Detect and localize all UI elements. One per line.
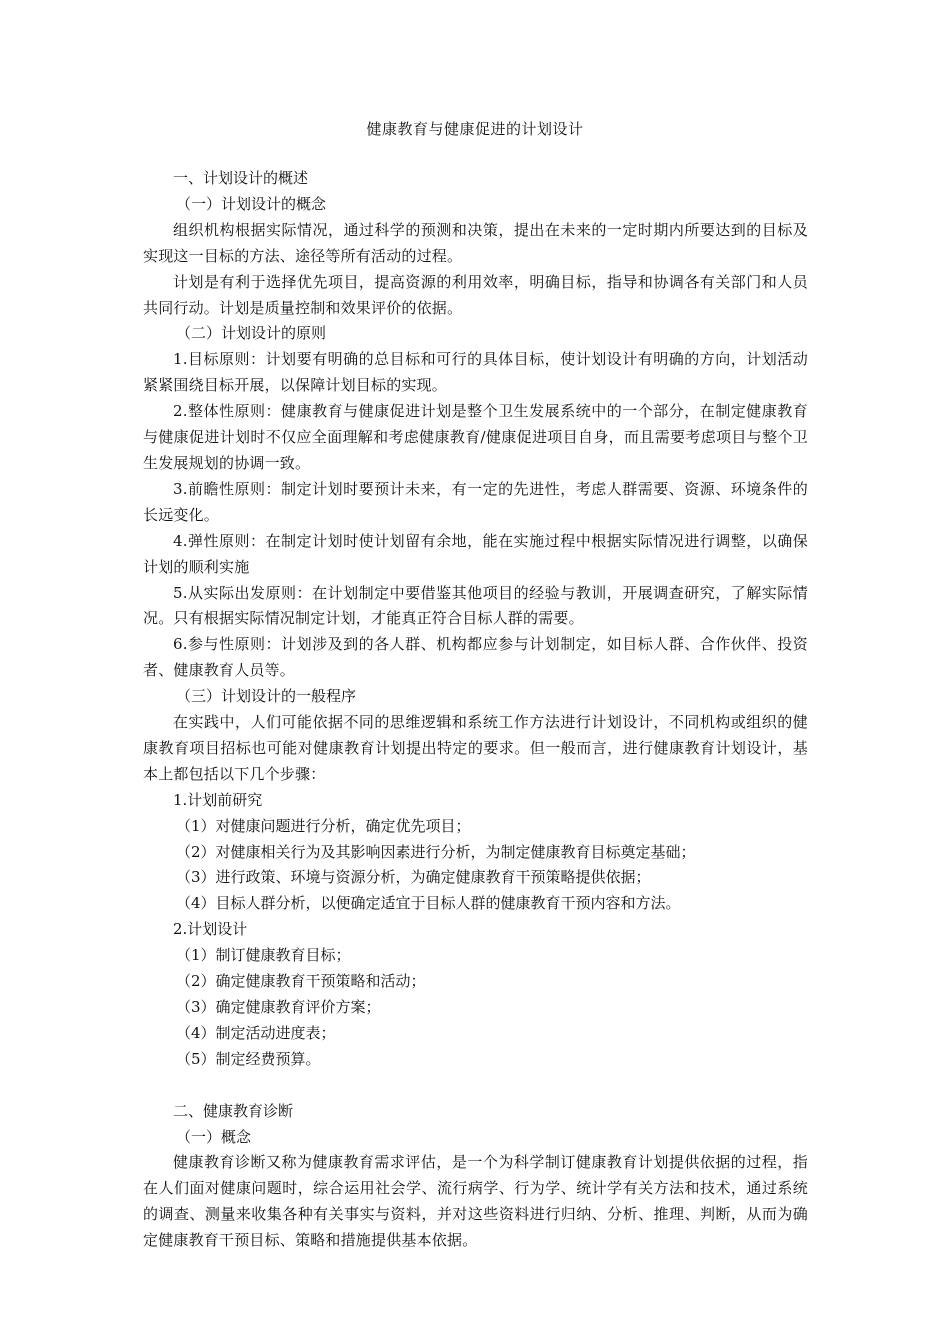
list-item: （2）确定健康教育干预策略和活动； — [176, 972, 426, 991]
list-item: （1）对健康问题进行分析，确定优先项目； — [176, 816, 471, 835]
paragraph-principle-4: 4.弹性原则：在制定计划时使计划留有余地，能在实施过程中根据实际情况进行调整，以确保计划的顺利实施 — [143, 531, 808, 576]
paragraph-principle-6: 6.参与性原则：计划涉及到的各人群、机构都应参与计划制定，如目标人群、合作伙伴、投资者、健康教育人员等。 — [143, 635, 808, 680]
list-item: （2）对健康相关行为及其影响因素进行分析，为制定健康教育目标奠定基础； — [176, 842, 696, 861]
step-heading-pre-research: 1.计划前研究 — [173, 790, 263, 809]
subsection-heading-concept: （一）计划设计的概念 — [176, 194, 327, 213]
paragraph-concept-definition: 组织机构根据实际情况，通过科学的预测和决策，提出在未来的一定时期内所要达到的目标及实现这一目标的方法、途径等所有活动的过程。 — [143, 220, 808, 265]
list-item: （3）进行政策、环境与资源分析，为确定健康教育干预策略提供依据； — [176, 868, 651, 887]
paragraph-principle-2: 2.整体性原则：健康教育与健康促进计划是整个卫生发展系统中的一个部分，在制定健康教育与健康促进计划时不仅应全面理解和考虑健康教育/健康促进项目自身，而且需要考虑项目与整个卫生发展规划的协调一致。 — [143, 402, 808, 472]
document-body — [143, 166, 808, 1254]
subsection-heading-principles: （二）计划设计的原则 — [176, 324, 327, 343]
paragraph-principle-5: 5.从实际出发原则：在计划制定中要借鉴其他项目的经验与教训，开展调查研究，了解实际情况。只有根据实际情况制定计划，才能真正符合目标人群的需要。 — [143, 583, 808, 628]
paragraph-concept-purpose: 计划是有利于选择优先项目，提高资源的利用效率，明确目标，指导和协调各有关部门和人员共同行动。计划是质量控制和效果评价的依据。 — [143, 272, 808, 317]
subsection-heading-diagnosis-concept: （一）概念 — [176, 1127, 252, 1146]
document-title: 健康教育与健康促进的计划设计 — [366, 120, 584, 138]
list-item: （1）制订健康教育目标； — [176, 946, 351, 965]
list-item: （3）确定健康教育评价方案； — [176, 998, 381, 1016]
list-item: （5）制定经费预算。 — [176, 1049, 321, 1068]
list-item: （4）目标人群分析，以便确定适宜于目标人群的健康教育干预内容和方法。 — [176, 894, 681, 913]
section-heading-overview: 一、计划设计的概述 — [173, 169, 309, 187]
section-heading-diagnosis: 二、健康教育诊断 — [173, 1101, 294, 1120]
paragraph-principle-3: 3.前瞻性原则：制定计划时要预计未来，有一定的先进性，考虑人群需要、资源、环境条件的长远变化。 — [143, 479, 808, 524]
subsection-heading-procedure: （三）计划设计的一般程序 — [176, 687, 357, 706]
section-spacer — [143, 1073, 808, 1099]
paragraph-principle-1: 1.目标原则：计划要有明确的总目标和可行的具体目标，使计划设计有明确的方向，计划活动紧紧围绕目标开展，以保障计划目标的实现。 — [143, 350, 808, 395]
list-item: （4）制定活动进度表； — [176, 1023, 336, 1042]
paragraph-diagnosis-definition: 健康教育诊断又称为健康教育需求评估，是一个为科学制订健康教育计划提供依据的过程，指在人们面对健康问题时，综合运用社会学、流行病学、行为学、统计学有关方法和技术，通过系统的调查、测量来收集各种有关事实与资料，并对这些资料进行归纳、分析、推理、判断，从而为确定健康教育干预目标、策略和措施提供基本依据。 — [143, 1153, 808, 1250]
step-heading-plan-design: 2.计划设计 — [173, 920, 248, 939]
paragraph-procedure-intro: 在实践中，人们可能依据不同的思维逻辑和系统工作方法进行计划设计，不同机构或组织的健康教育项目招标也可能对健康教育计划提出特定的要求。但一般而言，进行健康教育计划设计，基本上都包括以下几个步骤： — [143, 713, 808, 783]
